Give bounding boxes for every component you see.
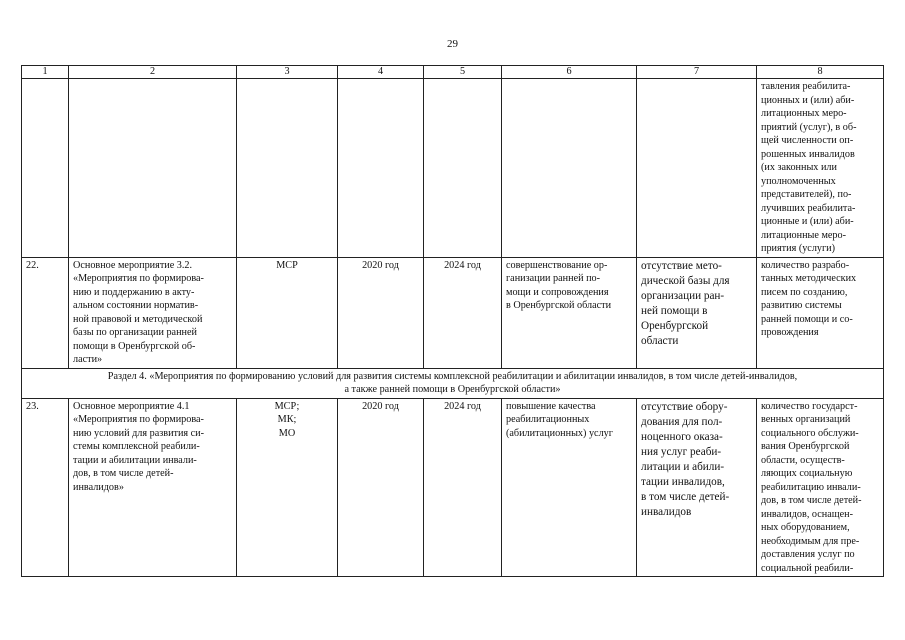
text-line: социальной реабили-: [761, 562, 854, 574]
text-line: повышение качества: [506, 400, 596, 412]
text-line: МК;: [277, 414, 297, 425]
text-line: инвалидов: [641, 505, 692, 518]
cell-empty: [502, 79, 637, 258]
text-line: писем по созданию,: [761, 286, 848, 298]
end-year-cell: 2024 год: [424, 257, 502, 368]
expected-result-cell: [502, 398, 637, 577]
page-number: 29: [447, 38, 458, 50]
text-line: количество разрабо-: [761, 259, 850, 271]
start-year-cell: 2020 год: [338, 398, 424, 577]
cell-empty: [22, 79, 69, 258]
text-line: дов, в том числе детей-: [761, 495, 862, 506]
text-line: «Мероприятия по формирова-: [73, 414, 204, 425]
text-line: приятия (услуги): [761, 243, 836, 254]
section-4-title: [22, 368, 884, 398]
text-line: альном состоянии норматив-: [73, 300, 199, 311]
header-col-2: 2: [69, 66, 237, 79]
text-line: нию и поддержанию в акту-: [73, 286, 195, 298]
cell-empty: [424, 79, 502, 258]
text-line: тации и абилитации инвали-: [73, 454, 197, 466]
text-line: количество государст-: [761, 400, 858, 412]
consequences-cell: [637, 257, 757, 368]
executor-cell: [237, 398, 338, 577]
text-line: «Мероприятия по формирова-: [73, 273, 204, 284]
text-line: базы по организации ранней: [73, 327, 197, 338]
text-line: ния услуг реаби-: [641, 445, 722, 458]
text-line: помощи в Оренбургской об-: [73, 340, 196, 352]
header-col-4: 4: [338, 66, 424, 79]
start-year-cell: 2020 год: [338, 257, 424, 368]
text-line: рошенных инвалидов: [761, 148, 855, 160]
text-line: МСР: [276, 259, 298, 271]
text-line: ноценного оказа-: [641, 430, 723, 443]
text-line: литационных меро-: [761, 108, 847, 119]
text-line: ционные и (или) аби-: [761, 216, 854, 227]
section-title-line: а также ранней помощи в Оренбургской области»: [344, 384, 561, 395]
text-line: ной правовой и методической: [73, 313, 203, 325]
measures-table: [21, 65, 884, 577]
header-col-1: 1: [22, 66, 69, 79]
table-row-23: [22, 398, 884, 577]
text-line: МСР;: [274, 400, 300, 412]
expected-result-cell: [502, 257, 637, 368]
text-line: организации ран-: [641, 289, 725, 302]
text-line: ласти»: [73, 354, 103, 365]
header-col-5: 5: [424, 66, 502, 79]
text-line: Основное мероприятие 3.2.: [73, 259, 193, 271]
text-line: отсутствие обору-: [641, 400, 728, 413]
measure-name-cell: [69, 257, 237, 368]
text-line: инвалидов, оснащен-: [761, 508, 853, 520]
table-header-row: [22, 66, 884, 79]
cell-empty: [69, 79, 237, 258]
text-line: литации и абили-: [641, 460, 725, 473]
section-title-line: Раздел 4. «Мероприятия по формированию условий для развития системы комплексной реабилитации и абилитации инвалидов, в том числе детей-инвалидов,: [107, 370, 798, 382]
table-row-22: [22, 257, 884, 368]
text-line: лучивших реабилита-: [761, 202, 856, 214]
text-line: провождения: [761, 327, 819, 338]
text-line: вания Оренбургской: [761, 441, 850, 452]
header-col-3: 3: [237, 66, 338, 79]
executor-cell: [237, 257, 338, 368]
text-line: отсутствие мето-: [641, 259, 722, 272]
indicator-cell: [757, 398, 884, 577]
text-line: инвалидов»: [73, 481, 124, 493]
text-line: дов, в том числе детей-: [73, 468, 174, 479]
text-line: приятий (услуг), в об-: [761, 121, 857, 133]
text-line: МО: [278, 427, 296, 439]
text-line: ционных и (или) аби-: [761, 94, 855, 106]
text-line: ных оборудованием,: [761, 522, 850, 533]
text-line: нию условий для развития си-: [73, 427, 205, 439]
text-line: (абилитационных) услуг: [506, 427, 613, 439]
text-line: ганизации ранней по-: [506, 273, 601, 284]
text-line: ляющих социальную: [761, 468, 853, 479]
text-line: мощи и сопровождения: [506, 286, 609, 298]
text-line: реабилитацию инвали-: [761, 481, 861, 493]
section-4-row: [22, 368, 884, 398]
table-row-continuation: [22, 79, 884, 258]
text-line: необходимым для пре-: [761, 535, 860, 547]
text-line: литационные меро-: [761, 229, 846, 241]
text-line: реабилитационных: [506, 414, 590, 425]
text-line: щей численности оп-: [761, 135, 854, 146]
text-line: ней помощи в: [641, 304, 708, 317]
row-number: 23.: [22, 398, 69, 577]
cell-empty: [338, 79, 424, 258]
consequences-cell: [637, 398, 757, 577]
text-line: (их законных или: [761, 162, 837, 173]
row-number: 22.: [22, 257, 69, 368]
header-col-6: 6: [502, 66, 637, 79]
text-line: Основное мероприятие 4.1: [73, 400, 190, 412]
text-line: развитию системы: [761, 300, 842, 311]
text-line: Оренбургской: [641, 319, 709, 332]
text-line: социального обслужи-: [761, 427, 859, 439]
text-line: тавления реабилита-: [761, 81, 851, 92]
cont-indicator-cell: [757, 79, 884, 258]
text-line: в том числе детей-: [641, 490, 730, 503]
text-line: представителей), по-: [761, 189, 852, 200]
header-col-7: 7: [637, 66, 757, 79]
text-line: тации инвалидов,: [641, 475, 725, 488]
text-line: области, осуществ-: [761, 454, 845, 466]
text-line: дической базы для: [641, 274, 730, 287]
text-line: уполномоченных: [761, 175, 836, 187]
text-line: танных методических: [761, 273, 857, 284]
cell-empty: [637, 79, 757, 258]
text-line: совершенствование ор-: [506, 259, 608, 271]
text-line: области: [641, 334, 679, 347]
text-line: ранней помощи и со-: [761, 313, 853, 325]
text-line: доставления услуг по: [761, 549, 855, 560]
end-year-cell: 2024 год: [424, 398, 502, 577]
text-line: стемы комплексной реабили-: [73, 441, 200, 452]
measure-name-cell: [69, 398, 237, 577]
header-col-8: 8: [757, 66, 884, 79]
text-line: венных организаций: [761, 414, 851, 425]
text-line: дования для пол-: [641, 415, 723, 428]
cell-empty: [237, 79, 338, 258]
text-line: в Оренбургской области: [506, 300, 612, 311]
indicator-cell: [757, 257, 884, 368]
